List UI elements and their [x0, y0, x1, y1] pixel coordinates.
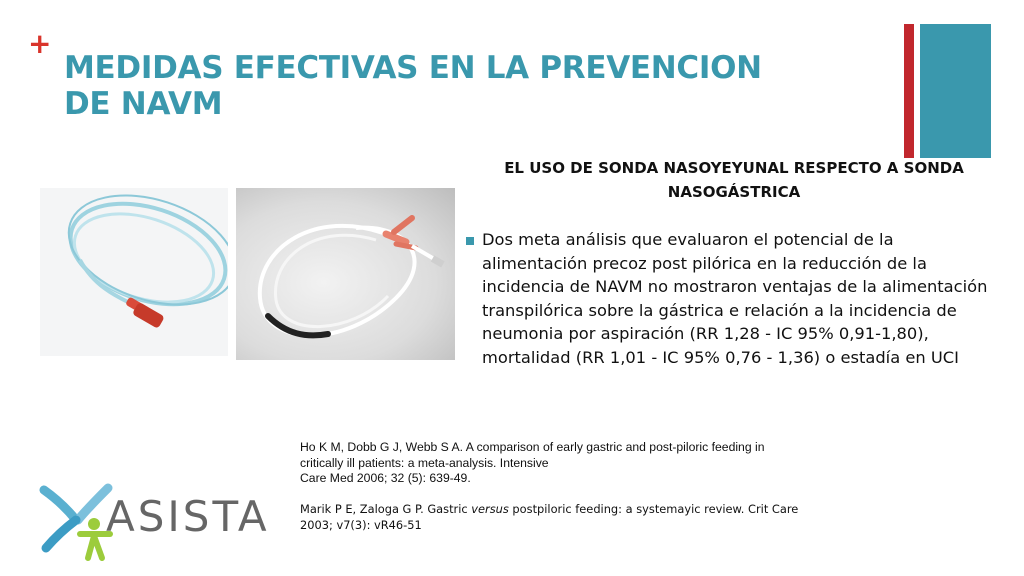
asista-logo	[38, 476, 278, 568]
content-subtitle	[480, 156, 988, 204]
title-line-2: DE NAVM	[64, 86, 223, 122]
plus-symbol: +	[28, 27, 52, 60]
nasojejunal-tube-photo	[40, 188, 228, 356]
subtitle-line-1: EL USO DE SONDA NASOYEYUNAL RESPECTO A SONDA	[504, 159, 964, 177]
reference-1	[300, 440, 900, 487]
reference-2-line-2: 2003; v7(3): vR46-51	[300, 517, 422, 532]
reference-2-part-2: postpiloric feeding: a systemayic review. Crit Care	[508, 502, 799, 516]
accent-bar-teal	[920, 24, 991, 158]
reference-2	[300, 502, 860, 533]
subtitle-line-2: NASOGÁSTRICA	[667, 183, 801, 201]
reference-2-part-1: Marik P E, Zaloga G P. Gastric	[300, 502, 472, 516]
accent-bar-red	[904, 24, 914, 158]
reference-2-italic: versus	[471, 502, 509, 516]
bullet-item	[466, 228, 996, 370]
slide-title	[64, 50, 764, 122]
bullet-square-icon	[466, 237, 474, 245]
asista-logo-text: ASISTA	[106, 492, 270, 541]
bullet-text: Dos meta análisis que evaluaron el potencial de la alimentación precoz post pilórica en la reducción de la incidencia de NAVM no mostraron ventajas de la alimentación transpilórica sobre la gástrica e relación a la incidencia de neumonia por aspiración (RR 1,28 - IC 95% 0,91-1,80), mortalidad (RR 1,01 - IC 95% 0,76 - 1,36) o estadía en UCI	[482, 230, 988, 367]
tube-illustration-left	[40, 188, 228, 356]
title-line-1: MEDIDAS EFECTIVAS EN LA PREVENCION	[64, 50, 762, 86]
nasogastric-tube-photo	[236, 188, 455, 360]
reference-1-line-3: Care Med 2006; 32 (5): 639-49.	[300, 471, 471, 485]
tube-illustration-right	[236, 188, 455, 360]
reference-1-line-2: critically ill patients: a meta-analysis. Intensive	[300, 455, 549, 470]
reference-1-line-1: Ho K M, Dobb G J, Webb S A. A comparison of early gastric and post-piloric feeding in	[300, 440, 765, 454]
reference-2-line-1	[300, 502, 860, 518]
